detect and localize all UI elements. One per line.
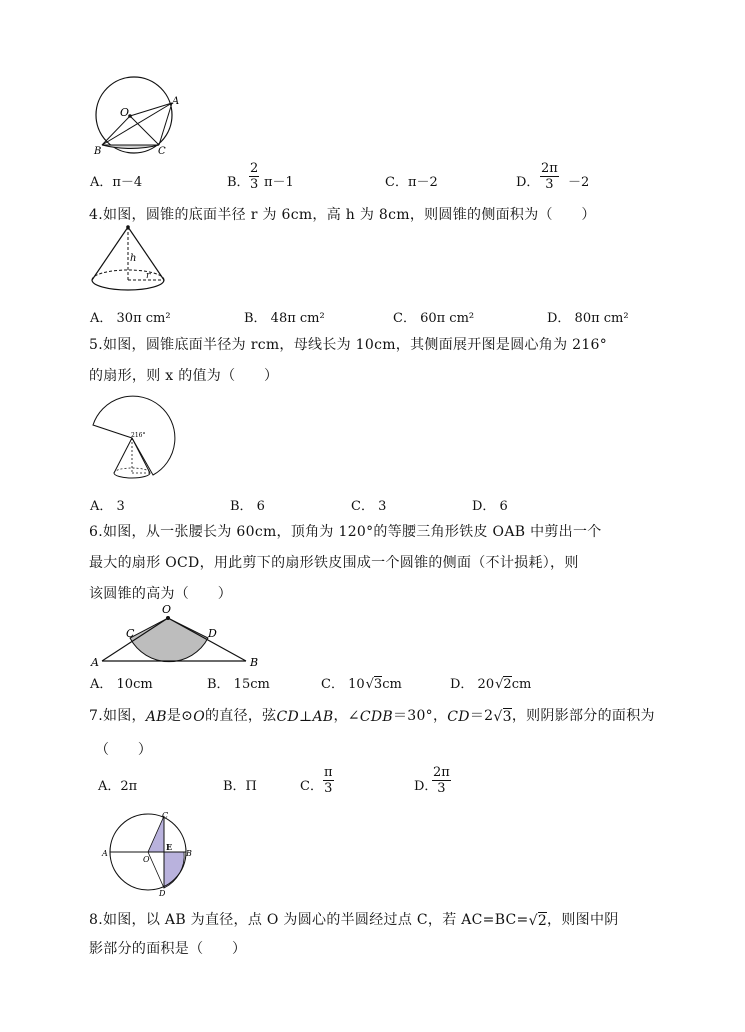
q3-option-d-fraction (540, 161, 559, 192)
q3-label-a: A (172, 96, 180, 107)
q4-stem: 4.如图，圆锥的底面半径 r 为 6cm，高 h 为 8cm，则圆锥的侧面积为（ ） (89, 207, 596, 223)
q6-option-b: B． 15cm (207, 677, 270, 692)
q8-stem-line2: 影部分的面积是（ ） (89, 941, 247, 957)
q7-option-d-den: 3 (437, 781, 446, 796)
q3-option-d-den: 3 (545, 177, 554, 192)
q8-stem-line1-pre: 8.如图，以 AB 为直径，点 O 为圆心的半圆经过点 C，若 AC=BC= (89, 912, 529, 928)
q4-option-a: A． 30π cm² (90, 311, 171, 326)
q7-cdb: CDB (359, 709, 393, 725)
q3-option-b-tail: π－1 (264, 175, 294, 190)
q7-option-d-num: 2π (433, 765, 450, 780)
q3-option-c: C．π－2 (385, 175, 438, 190)
q4-radius-label: r (146, 271, 151, 281)
q6-label-a: A (91, 656, 99, 669)
q7-option-c-num: π (324, 765, 333, 780)
q7-stem-mid4: ，∠ (333, 708, 360, 724)
q7-paren: （ ） (95, 742, 153, 758)
q3-option-d-tail: －2 (568, 175, 590, 190)
q6-option-d-sqrt: √ (495, 677, 504, 692)
q7-radicand: 3 (502, 709, 512, 725)
q5-sector-figure (86, 393, 182, 485)
q6-option-c-unit: cm (382, 677, 402, 692)
q6-stem-line1: 6.如图，从一张腰长为 60cm，顶角为 120°的等腰三角形铁皮 OAB 中剪出一个 (89, 524, 602, 540)
q3-option-b-fraction (249, 161, 259, 192)
q3-label-c: C (158, 146, 166, 157)
q7-stem-tail: ，则阴影部分的面积为 (511, 708, 655, 724)
q6-label-d: D (208, 627, 217, 640)
q8-sqrt: √ (528, 913, 538, 929)
q5-stem-line1: 5.如图，圆锥底面半径为 rcm，母线长为 10cm，其侧面展开图是圆心角为 216° (89, 337, 608, 353)
q7-option-a: A．2π (98, 779, 138, 794)
q4-option-d: D． 80π cm² (547, 311, 629, 326)
q7-cd2: CD (447, 709, 470, 725)
q6-option-d-radicand: 2 (503, 677, 512, 692)
q7-label-d: D (159, 889, 166, 896)
q7-label-e: E (166, 842, 173, 852)
q8-radicand: 2 (537, 913, 548, 929)
q7-stem-mid1: 是⊙ (166, 708, 194, 724)
q7-stem (89, 705, 655, 725)
q8-stem-line1 (89, 909, 619, 929)
q6-option-c-prefix: C． 10 (321, 677, 365, 692)
q7-ab2: AB (312, 709, 334, 725)
q6-label-o: O (162, 603, 172, 616)
q5-option-c: C． 3 (351, 499, 387, 514)
q6-label-c: C (126, 627, 135, 640)
q7-stem-pre: 7.如图， (89, 708, 146, 724)
q5-angle-label: 216° (131, 432, 146, 439)
q7-ab: AB (145, 709, 167, 725)
q7-cd: CD (276, 709, 300, 725)
q3-label-o: O (120, 106, 130, 119)
q6-label-b: B (250, 656, 259, 669)
q7-circle-figure (100, 810, 196, 896)
q7-option-b: B．Π (223, 779, 257, 794)
q4-height-label: h (130, 253, 137, 264)
q7-stem-mid5: ＝30°， (392, 708, 448, 724)
q8-stem-line1-post: ，则图中阴 (547, 912, 619, 928)
q3-option-b-num: 2 (250, 161, 259, 176)
q7-label-c: C (162, 811, 169, 820)
q4-option-c: C． 60π cm² (393, 311, 475, 326)
q5-option-d: D． 6 (472, 499, 508, 514)
q3-figure (86, 76, 196, 162)
q5-stem-line2: 的扇形，则 x 的值为（ ） (89, 368, 279, 384)
q7-sqrt: √ (493, 709, 503, 725)
q6-option-d-prefix: D． 20 (450, 677, 495, 692)
q5-option-b: B． 6 (230, 499, 265, 514)
q7-label-b: B (186, 849, 192, 858)
q6-option-d (450, 673, 531, 692)
q7-label-a: A (102, 849, 108, 858)
q6-triangle-figure (88, 603, 264, 669)
q3-label-b: B (94, 146, 102, 157)
q7-o: O (193, 709, 205, 725)
q7-option-c-fraction (323, 765, 334, 796)
q6-option-c-sqrt: √ (365, 677, 374, 692)
q7-label-o: O (143, 855, 150, 864)
q6-option-a: A． 10cm (90, 677, 153, 692)
q7-stem-mid2: 的直径，弦 (204, 708, 277, 724)
q7-stem-mid6: ＝2 (469, 708, 494, 724)
q5-option-a: A． 3 (90, 499, 125, 514)
q6-stem-line3: 该圆锥的高为（ ） (89, 586, 232, 602)
q6-stem-line2: 最大的扇形 OCD，用此剪下的扇形铁皮围成一个圆锥的侧面（不计损耗），则 (89, 555, 579, 571)
q7-option-c-den: 3 (324, 781, 333, 796)
q3-option-d-label: D． (516, 175, 540, 190)
q7-option-c-label: C． (300, 779, 323, 794)
q7-option-d-fraction (432, 765, 451, 796)
q6-option-c (321, 673, 402, 692)
q4-cone-figure (88, 224, 172, 298)
q3-option-d-num: 2π (541, 161, 558, 176)
q6-option-d-unit: cm (511, 677, 532, 692)
q3-option-b-label: B． (227, 175, 250, 190)
q6-option-c-radicand: 3 (373, 677, 383, 692)
q3-option-b-den: 3 (250, 177, 259, 192)
q7-stem-mid3: ⊥ (299, 709, 313, 725)
q7-option-d-label: D． (414, 779, 438, 794)
q4-option-b: B． 48π cm² (244, 311, 325, 326)
q3-option-a: A．π－4 (90, 175, 143, 190)
